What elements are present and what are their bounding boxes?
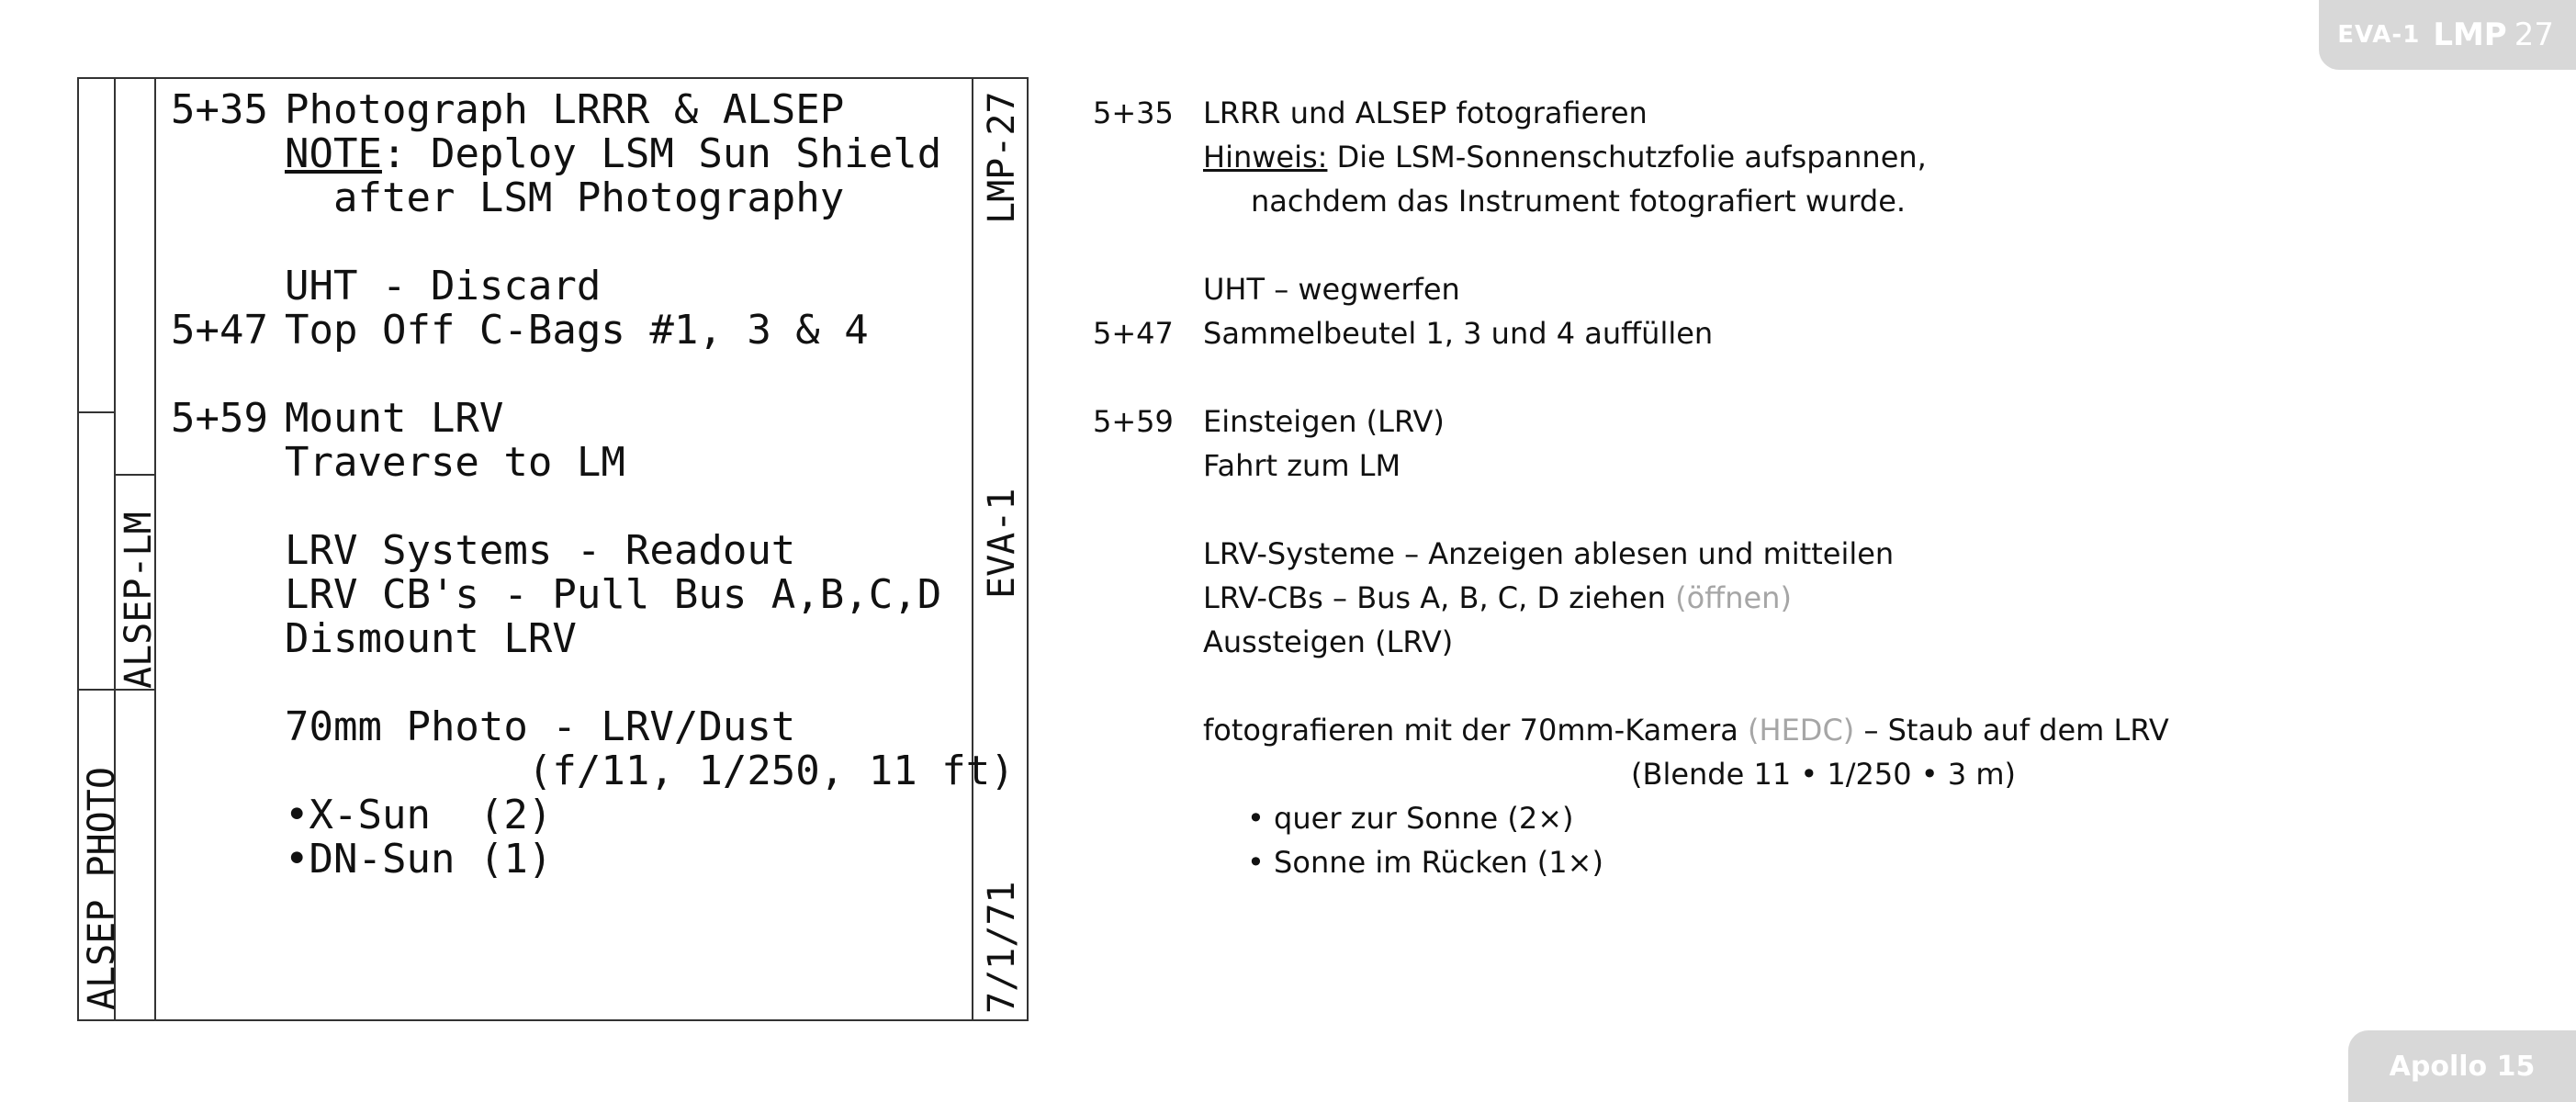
checklist-line: LRV CB's - Pull Bus A,B,C,D: [285, 571, 942, 618]
checklist-line: (f/11, 1/250, 11 ft): [285, 748, 1015, 794]
eva-id-label: EVA-1: [981, 488, 1023, 599]
alsep-photo-label: ALSEP PHOTO: [81, 767, 123, 1010]
translation-line: nachdem das Instrument fotografiert wurde.: [1251, 184, 1907, 219]
alsep-lm-label: ALSEP-LM: [118, 512, 160, 689]
translation-time: 5+35: [1093, 96, 1174, 130]
translation-line: UHT – wegwerfen: [1203, 272, 1460, 307]
translation-line: fotografieren mit der 70mm-Kamera (HEDC) – Staub auf dem LRV: [1203, 713, 2169, 748]
checklist-card: [77, 77, 1029, 1021]
translation-line: LRRR und ALSEP fotografieren: [1203, 96, 1648, 130]
alsep-lm-band: [116, 474, 160, 691]
right-strip: [972, 79, 1027, 1019]
date-label: 7/1/71: [981, 881, 1023, 1014]
page-header-tab: [2319, 0, 2576, 70]
translation-line: • Sonne im Rücken (1×): [1247, 845, 1603, 880]
translation-line: Aussteigen (LRV): [1203, 624, 1454, 659]
mission-label: Apollo 15: [2389, 1050, 2536, 1083]
checklist-line: after LSM Photography: [285, 174, 845, 221]
translation-line: Fahrt zum LM: [1203, 448, 1401, 483]
checklist-line: LRV Systems - Readout: [285, 527, 796, 574]
crew-label: LMP: [2433, 17, 2507, 53]
checklist-line: 5+59 Mount LRV: [171, 395, 504, 442]
checklist-line: Traverse to LM: [285, 439, 625, 486]
translation-line: (Blende 11 • 1/250 • 3 m): [1631, 757, 2017, 792]
checklist-line: UHT - Discard: [285, 263, 602, 309]
page-number: 27: [2514, 17, 2554, 53]
checklist-line: •X-Sun (2): [285, 792, 553, 838]
alsep-photo-band: [79, 411, 123, 1010]
page-footer-tab: [2348, 1030, 2576, 1102]
checklist-line: •DN-Sun (1): [285, 836, 553, 883]
translation-time: 5+59: [1093, 404, 1174, 439]
checklist-line: 5+47 Top Off C-Bags #1, 3 & 4: [171, 307, 869, 354]
translation-line: Sammelbeutel 1, 3 und 4 auffüllen: [1203, 316, 1714, 351]
checklist-line: NOTE: Deploy LSM Sun Shield: [285, 130, 942, 177]
eva-label: EVA-1: [2337, 21, 2421, 49]
translation-line: Hinweis: Die LSM-Sonnenschutzfolie aufspannen,: [1203, 140, 1927, 174]
translation-line: LRV-Systeme – Anzeigen ablesen und mitteilen: [1203, 536, 1895, 571]
page-id-label: LMP-27: [981, 91, 1023, 224]
translation-line: Einsteigen (LRV): [1203, 404, 1445, 439]
translation-line: • quer zur Sonne (2×): [1247, 801, 1574, 836]
translation-line: LRV-CBs – Bus A, B, C, D ziehen (öffnen): [1203, 580, 1792, 615]
checklist-line: 70mm Photo - LRV/Dust: [285, 703, 796, 750]
checklist-line: Dismount LRV: [285, 615, 577, 662]
checklist-line: 5+35 Photograph LRRR & ALSEP: [171, 86, 845, 133]
translation-time: 5+47: [1093, 316, 1174, 351]
